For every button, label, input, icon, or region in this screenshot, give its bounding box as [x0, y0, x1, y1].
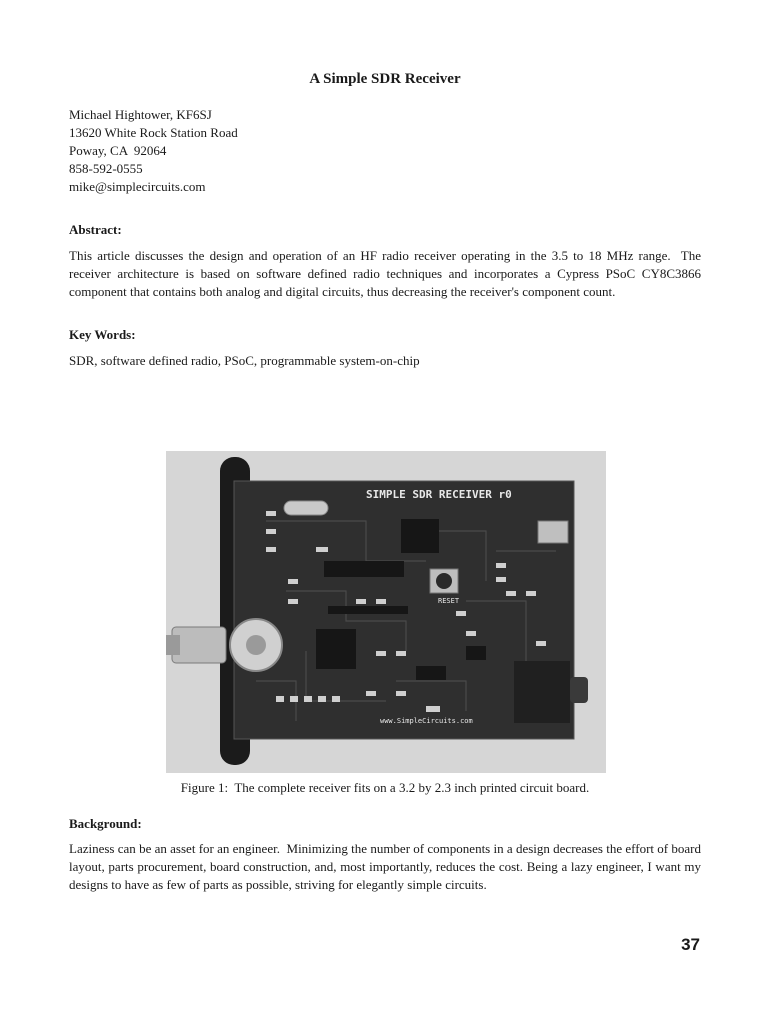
- pcb-reset-label: RESET: [438, 597, 460, 605]
- background-text: Laziness can be an asset for an engineer. Minimizing the number of components in a design decreases the effort of board layout, parts procurement, board construction, and, most importantly, reduces the cost. Being a lazy engineer, I want my designs to have as few of parts as possible, striving for elegantly simple circuits.: [69, 841, 705, 892]
- background-heading: Background:: [69, 816, 142, 831]
- keywords-text: SDR, software defined radio, PSoC, programmable system-on-chip: [69, 353, 420, 368]
- page-number: 37: [681, 935, 700, 954]
- pcb-url-label: www.SimpleCircuits.com: [380, 717, 473, 725]
- author-phone: 858-592-0555: [69, 161, 143, 176]
- abstract-text: This article discusses the design and operation of an HF radio receiver operating in the 3.5 to 18 MHz range. The receiver architecture is based on software defined radio techniques and incorporates a Cypress PSoC CY8C3866 component that contains both analog and digital circuits, thus decreasing the receiver's component count.: [69, 248, 705, 299]
- pcb-board-title: SIMPLE SDR RECEIVER r0: [366, 488, 512, 501]
- author-street: 13620 White Rock Station Road: [69, 125, 238, 140]
- keywords-heading: Key Words:: [69, 327, 136, 342]
- author-name: Michael Hightower, KF6SJ: [69, 107, 212, 122]
- paper-title: A Simple SDR Receiver: [309, 71, 461, 87]
- pcb-photo: [166, 451, 606, 773]
- figure-caption: Figure 1: The complete receiver fits on a 3.2 by 2.3 inch printed circuit board.: [180, 780, 590, 795]
- author-block: [69, 106, 701, 196]
- author-city: Poway, CA 92064: [69, 143, 167, 158]
- pcb-illustration: [166, 451, 606, 773]
- author-email: mike@simplecircuits.com: [69, 179, 206, 194]
- abstract-heading: Abstract:: [69, 222, 122, 237]
